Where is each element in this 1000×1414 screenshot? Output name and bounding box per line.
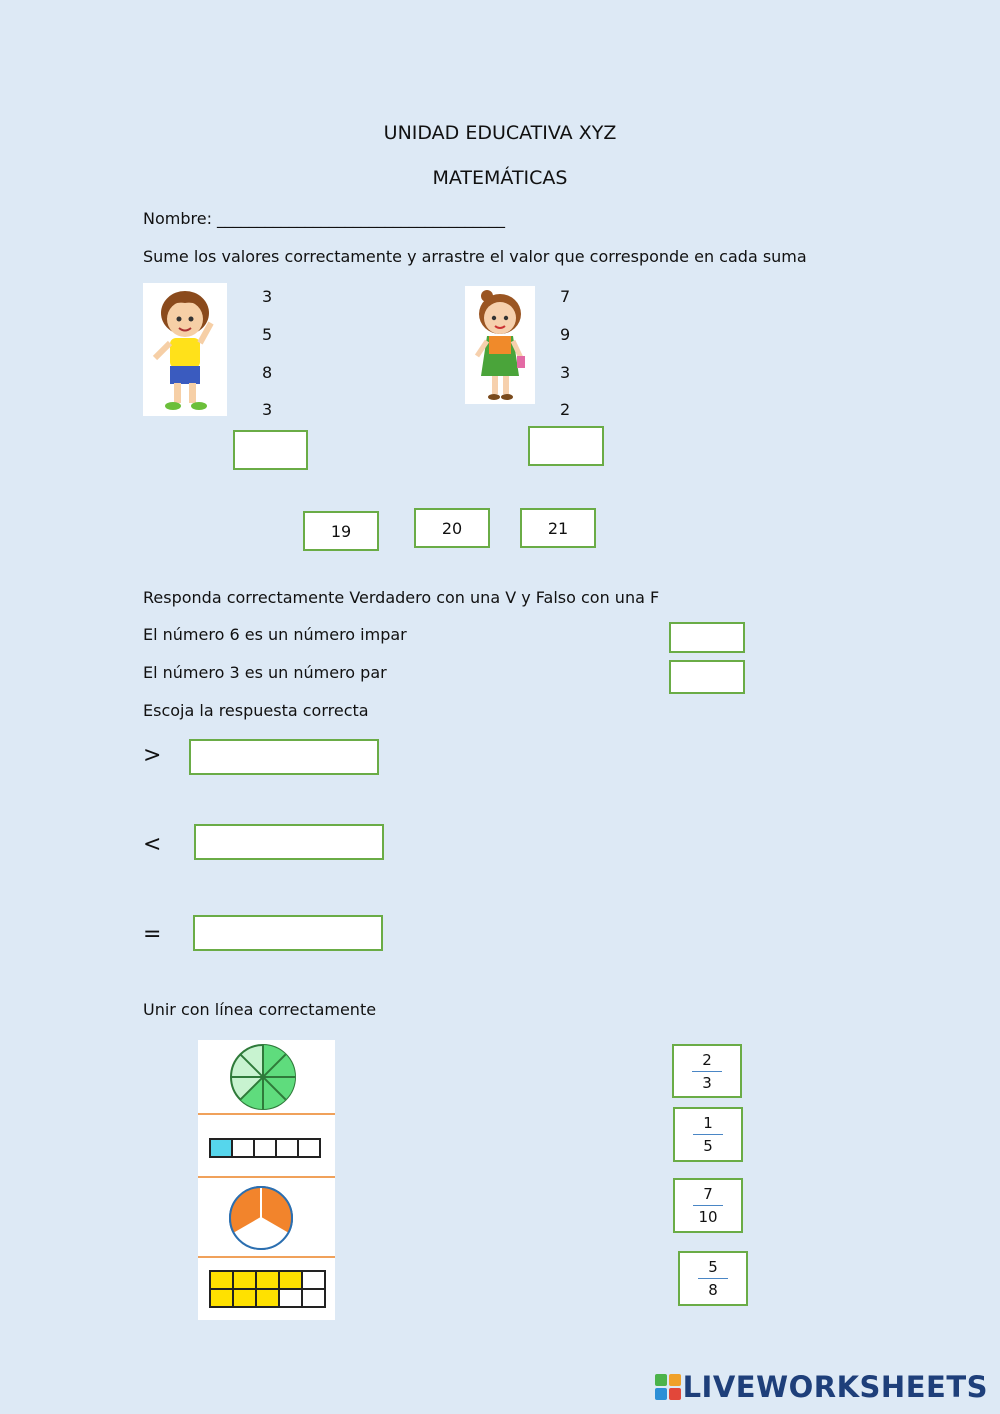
option-20[interactable]: 20 xyxy=(414,508,490,548)
girl-number: 9 xyxy=(560,325,571,344)
fraction-bar xyxy=(693,1205,723,1206)
boy-sum-answer-box[interactable] xyxy=(233,430,308,470)
fraction-numerator: 1 xyxy=(703,1114,713,1132)
fraction-box[interactable] xyxy=(678,1251,748,1306)
girl-sum-answer-box[interactable] xyxy=(528,426,604,466)
boy-number: 8 xyxy=(262,363,273,382)
fraction-bar xyxy=(693,1134,723,1135)
girl-number: 7 xyxy=(560,287,571,306)
name-label: Nombre: ____________________________________ xyxy=(143,209,506,228)
fraction-denominator: 8 xyxy=(708,1281,718,1299)
fraction-pictures-panel xyxy=(198,1040,335,1320)
choose-instruction: Escoja la respuesta correcta xyxy=(143,701,369,720)
orange-pie-icon xyxy=(230,1187,292,1249)
fraction-box[interactable] xyxy=(673,1178,743,1233)
less-than-symbol: < xyxy=(143,832,162,857)
fraction-numerator: 7 xyxy=(703,1185,713,1203)
yellow-grid-icon xyxy=(210,1271,325,1307)
fraction-denominator: 10 xyxy=(698,1208,718,1226)
greater-than-symbol: > xyxy=(143,743,162,768)
statement-answer-box[interactable] xyxy=(669,660,745,694)
true-false-instruction: Responda correctamente Verdadero con una V y Falso con una F xyxy=(143,588,660,607)
statement-answer-box[interactable] xyxy=(669,622,745,653)
equals-answer-box[interactable] xyxy=(193,915,383,951)
match-instruction: Unir con línea correctamente xyxy=(143,1000,377,1019)
school-title: UNIDAD EDUCATIVA XYZ xyxy=(383,122,617,144)
fraction-numerator: 5 xyxy=(708,1258,718,1276)
boy-number: 3 xyxy=(262,287,273,306)
boy-number: 3 xyxy=(262,400,273,419)
girl-number: 2 xyxy=(560,400,571,419)
fraction-bar xyxy=(698,1278,728,1279)
fraction-box[interactable] xyxy=(672,1044,742,1098)
green-pie-icon xyxy=(231,1045,295,1109)
statement-text: El número 3 es un número par xyxy=(143,663,387,682)
fraction-denominator: 5 xyxy=(703,1137,713,1155)
liveworksheets-logo-icon xyxy=(655,1374,681,1400)
greater-than-answer-box[interactable] xyxy=(189,739,379,775)
subject-title: MATEMÁTICAS xyxy=(432,167,568,189)
fraction-box[interactable] xyxy=(673,1107,743,1162)
fraction-denominator: 3 xyxy=(702,1073,712,1092)
liveworksheets-logo-text: LIVEWORKSHEETS xyxy=(682,1370,988,1404)
statement-text: El número 6 es un número impar xyxy=(143,625,407,644)
liveworksheets-logo[interactable] xyxy=(655,1370,988,1404)
girl-number: 3 xyxy=(560,363,571,382)
option-21[interactable]: 21 xyxy=(520,508,596,548)
fraction-numerator: 2 xyxy=(702,1050,712,1069)
boy-number: 5 xyxy=(262,325,273,344)
boy-image xyxy=(143,283,227,416)
girl-image xyxy=(465,286,535,404)
equals-symbol: = xyxy=(143,922,162,947)
option-19[interactable]: 19 xyxy=(303,511,379,551)
fraction-bar xyxy=(692,1071,722,1072)
less-than-answer-box[interactable] xyxy=(194,824,384,860)
sum-instruction: Sume los valores correctamente y arrastre el valor que corresponde en cada suma xyxy=(143,247,807,266)
cyan-bar-icon xyxy=(210,1139,320,1157)
